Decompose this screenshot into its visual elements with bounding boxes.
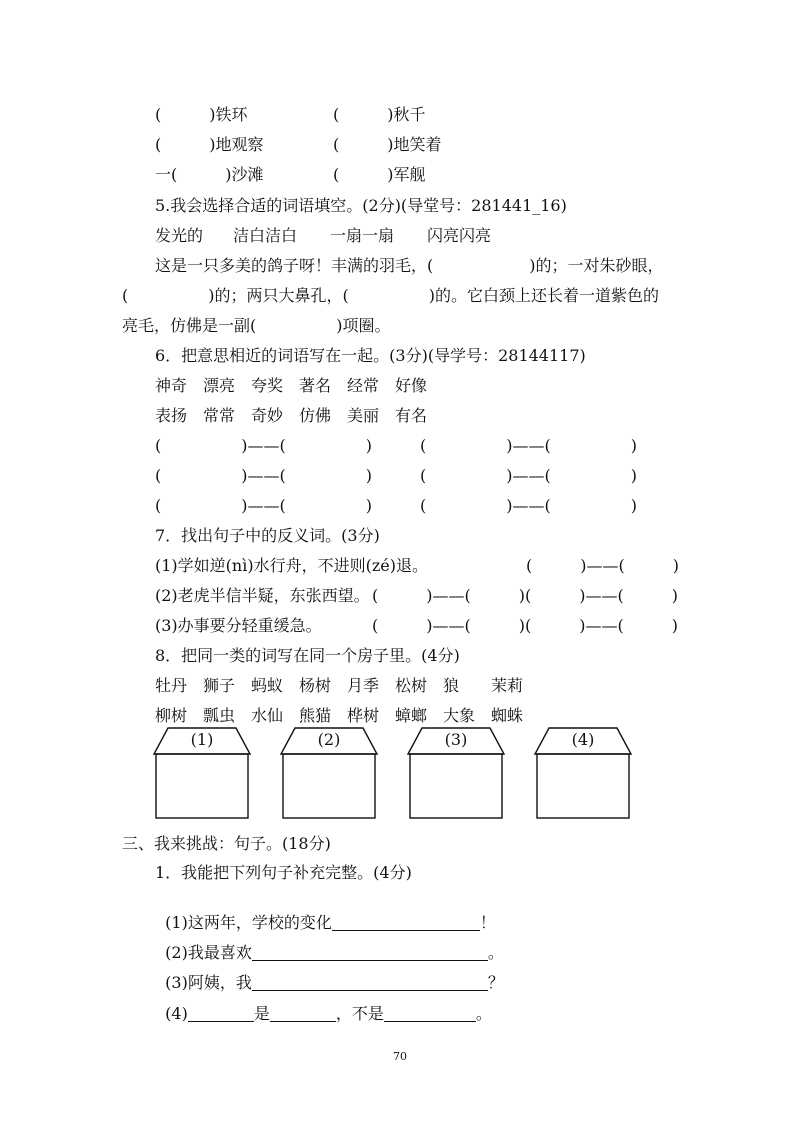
q5-option-3: 一扇一扇 — [330, 226, 395, 245]
section3-title: 三、我来挑战：句子。(18分) — [122, 834, 331, 853]
q6-word: 好像 — [395, 376, 428, 395]
sentence-3-end: ？ — [487, 973, 504, 992]
q8-word: 水仙 — [251, 706, 284, 725]
section3-q1-title: 1．我能把下列句子补充完整。(4分) — [155, 863, 412, 882]
q7-item-2-blank: ( )——( )( )——( ) — [372, 586, 678, 605]
q6-word: 经常 — [347, 376, 380, 395]
q8-word: 月季 — [347, 676, 380, 695]
pair-right-3: ( )军舰 — [333, 165, 426, 184]
q7-item-1-blank: ( )——( ) — [526, 556, 679, 575]
q8-word: 蜘蛛 — [491, 706, 524, 725]
sentence-4-blank-3[interactable] — [384, 1005, 476, 1022]
q8-word: 茉莉 — [491, 676, 524, 695]
q8-word: 狼 — [443, 676, 460, 695]
sentence-4-a: (4) — [165, 1004, 188, 1023]
page-number: 70 — [393, 1050, 407, 1063]
q5-passage-line-1: 这是一只多美的鸽子呀！丰满的羽毛，( )的；一对朱砂眼， — [155, 256, 664, 275]
pair-left-2: ( )地观察 — [155, 135, 264, 154]
q6-word: 漂亮 — [203, 376, 236, 395]
sentence-4-end: 。 — [475, 1004, 492, 1023]
pair-left-3: 一( )沙滩 — [155, 165, 264, 184]
q6-word: 仿佛 — [299, 406, 332, 425]
sentence-4-b: 是 — [253, 1004, 270, 1023]
q6-blank-row-2: ( )——( ) ( )——( ) — [155, 466, 637, 485]
q6-blank-row-3: ( )——( ) ( )——( ) — [155, 496, 637, 515]
q6-word: 有名 — [395, 406, 428, 425]
q5-option-2: 洁白洁白 — [233, 226, 298, 245]
house-2-label: (2) — [317, 730, 341, 749]
q6-word: 神奇 — [155, 376, 188, 395]
q6-word: 美丽 — [347, 406, 380, 425]
q8-word: 瓢虫 — [203, 706, 236, 725]
sentence-1-end: ！ — [479, 913, 496, 932]
q8-word: 杨树 — [299, 676, 332, 695]
house-3[interactable] — [404, 727, 508, 819]
house-2[interactable] — [277, 727, 381, 819]
q8-word: 大象 — [443, 706, 476, 725]
q8-word: 柳树 — [155, 706, 188, 725]
q6-word: 夸奖 — [251, 376, 284, 395]
q6-word: 奇妙 — [251, 406, 284, 425]
sentence-3-text: (3)阿姨，我 — [165, 973, 252, 992]
q7-title: 7．找出句子中的反义词。(3分) — [155, 526, 380, 545]
house-1-label: (1) — [190, 730, 214, 749]
sentence-4-blank-1[interactable] — [188, 1005, 254, 1022]
sentence-2-end: 。 — [487, 943, 504, 962]
q6-blank-row-1: ( )——( ) ( )——( ) — [155, 436, 637, 455]
q7-item-3: (3)办事要分轻重缓急。 — [155, 616, 322, 635]
pair-right-1: ( )秋千 — [333, 105, 426, 124]
sentence-2-text: (2)我最喜欢 — [165, 943, 252, 962]
q8-word: 牡丹 — [155, 676, 188, 695]
q6-word: 表扬 — [155, 406, 188, 425]
q8-word: 蚂蚁 — [251, 676, 284, 695]
house-3-label: (3) — [444, 730, 468, 749]
q8-word: 狮子 — [203, 676, 236, 695]
q8-word: 熊猫 — [299, 706, 332, 725]
q8-word: 桦树 — [347, 706, 380, 725]
q5-title: 5.我会选择合适的词语填空。(2分)(导堂号：281441_16) — [155, 196, 567, 215]
q5-passage-line-3: 亮毛，仿佛是一副( )项圈。 — [122, 316, 391, 335]
q8-word: 蟑螂 — [395, 706, 428, 725]
q7-item-1: (1)学如逆(nì)水行舟，不进则(zé)退。 — [155, 556, 428, 575]
q5-option-4: 闪亮闪亮 — [427, 226, 492, 245]
house-4[interactable] — [531, 727, 635, 819]
sentence-4-blank-2[interactable] — [270, 1005, 336, 1022]
q6-title: 6．把意思相近的词语写在一起。(3分)(导学号：28144117) — [155, 346, 586, 365]
sentence-4-c: ，不是 — [335, 1004, 384, 1023]
house-1[interactable] — [150, 727, 254, 819]
q6-word: 著名 — [299, 376, 332, 395]
sentence-4 — [155, 984, 492, 1024]
q5-passage-line-2: ( )的；两只大鼻孔，( )的。它白颈上还长着一道紫色的 — [122, 286, 659, 305]
q7-item-2: (2)老虎半信半疑，东张西望。 — [155, 586, 370, 605]
q8-title: 8．把同一类的词写在同一个房子里。(4分) — [155, 646, 460, 665]
pair-left-1: ( )铁环 — [155, 105, 248, 124]
q5-option-1: 发光的 — [155, 226, 204, 245]
q8-word: 松树 — [395, 676, 428, 695]
q7-item-3-blank: ( )——( )( )——( ) — [372, 616, 678, 635]
pair-right-2: ( )地笑着 — [333, 135, 442, 154]
sentence-1-text: (1)这两年，学校的变化 — [165, 913, 332, 932]
q6-word: 常常 — [203, 406, 236, 425]
house-4-label: (4) — [571, 730, 595, 749]
